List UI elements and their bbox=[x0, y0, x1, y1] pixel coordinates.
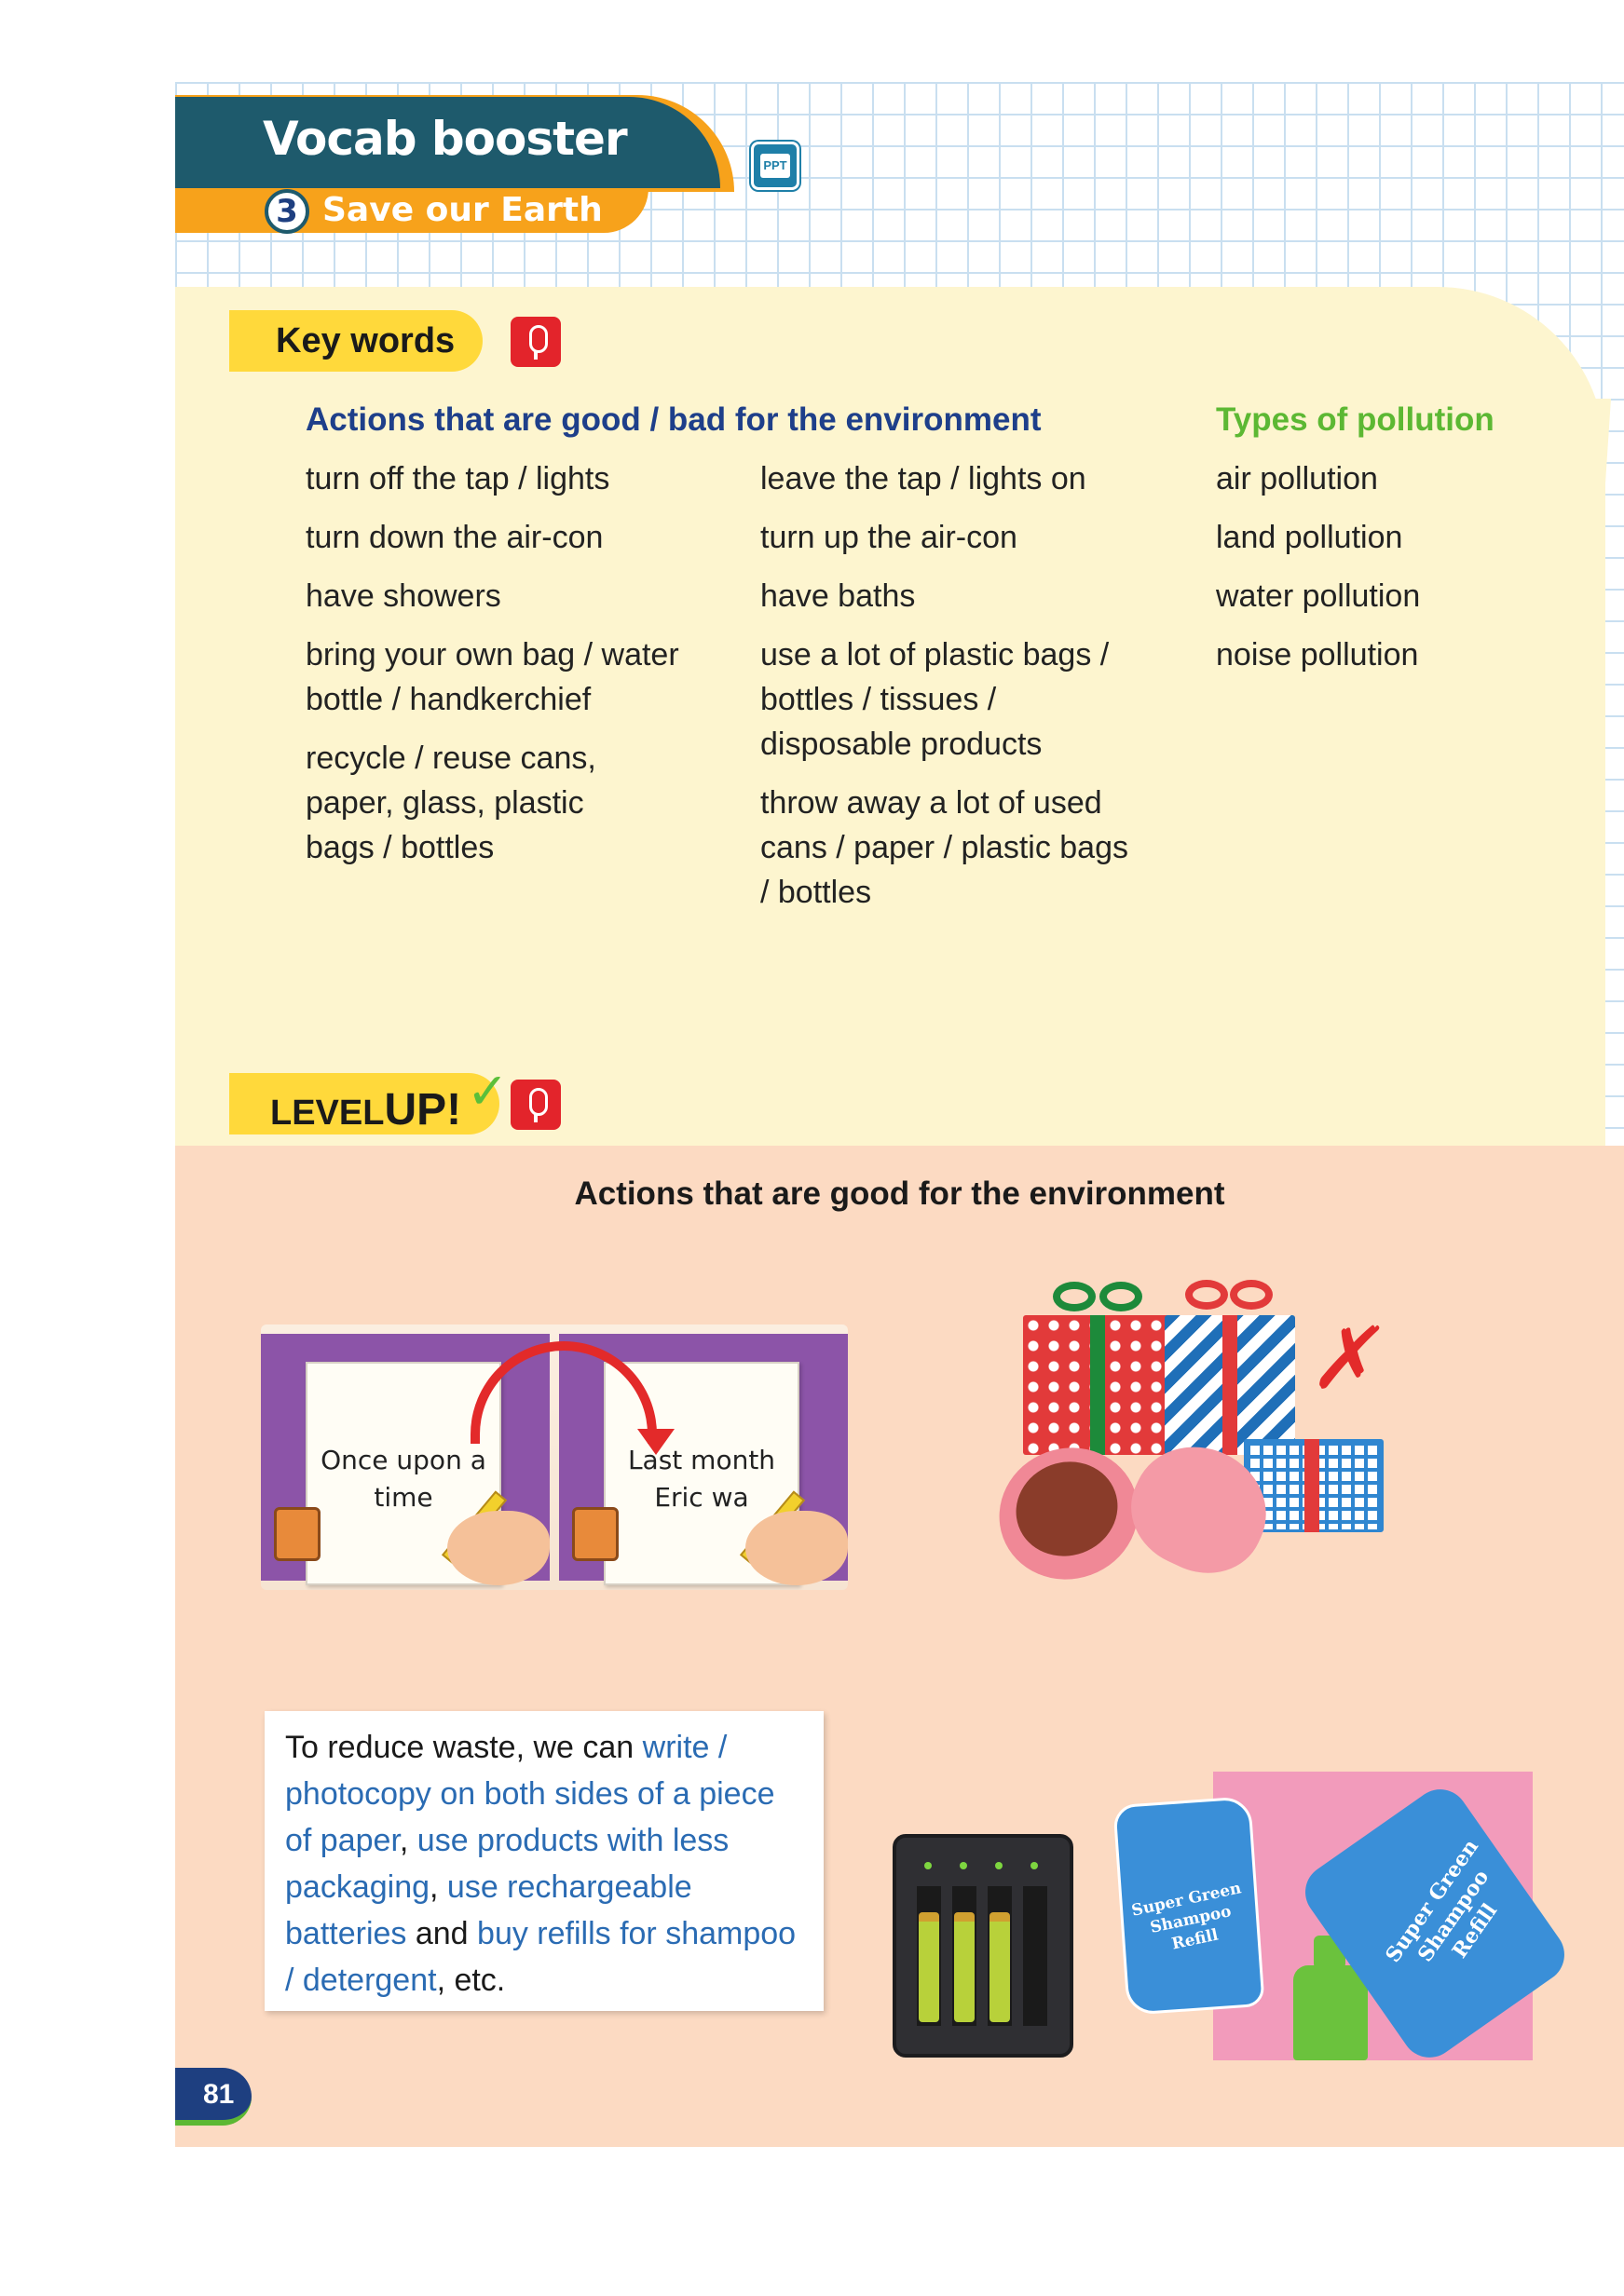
list-item: leave the tap / lights on bbox=[760, 461, 1086, 496]
unit-number: 3 bbox=[265, 189, 309, 234]
bow-icon bbox=[1230, 1280, 1273, 1310]
list-item: have baths bbox=[760, 578, 916, 614]
unit-title: Save our Earth bbox=[322, 191, 603, 229]
cross-icon: ✗ bbox=[1304, 1309, 1395, 1408]
list-item: use a lot of plastic bags / bottles / tissues / disposable products bbox=[760, 637, 1110, 762]
battery-icon bbox=[954, 1912, 975, 2022]
ppt-label: PPT bbox=[760, 154, 790, 178]
led-icon bbox=[924, 1862, 932, 1869]
list-item: turn off the tap / lights bbox=[306, 461, 610, 496]
text-run: , etc. bbox=[436, 1963, 506, 1998]
battery-slot bbox=[1023, 1886, 1047, 2026]
text-run: , bbox=[430, 1869, 447, 1905]
highlight-text: write / photocopy on both sides of a piece of paper bbox=[285, 1730, 775, 1858]
battery-charger-illustration bbox=[893, 1834, 1073, 2058]
list-item: recycle / reuse cans, paper, glass, plastic bags / bottles bbox=[306, 740, 596, 865]
refill-pouch-small-label: Super Green Shampoo Refill bbox=[1129, 1879, 1244, 1954]
bow-icon bbox=[1185, 1280, 1228, 1310]
good-actions-list bbox=[306, 456, 744, 884]
shampoo-bottle bbox=[1293, 1965, 1368, 2060]
list-item: turn up the air-con bbox=[760, 520, 1017, 555]
level-up-suffix: UP! bbox=[384, 1085, 462, 1134]
ribbon bbox=[1304, 1439, 1319, 1532]
level-up-heading: Actions that are good for the environment bbox=[574, 1175, 1225, 1212]
microphone-icon[interactable] bbox=[511, 1080, 561, 1130]
text-run: and bbox=[406, 1916, 478, 1951]
bow-icon bbox=[1099, 1282, 1142, 1311]
list-item: air pollution bbox=[1216, 461, 1378, 496]
double-sided-paper-illustration bbox=[261, 1325, 848, 1590]
page-number: 81 bbox=[175, 2068, 252, 2126]
microphone-icon[interactable] bbox=[511, 317, 561, 367]
reduce-waste-textbox bbox=[265, 1711, 824, 2011]
highlight-text: buy refills for shampoo / detergent bbox=[285, 1916, 797, 1998]
hand-icon bbox=[745, 1511, 848, 1585]
key-words-tag: Key words bbox=[229, 310, 483, 372]
actions-heading: Actions that are good / bad for the environment bbox=[306, 401, 1042, 438]
paper-front: Once upon a time bbox=[306, 1362, 501, 1585]
ppt-icon[interactable] bbox=[751, 142, 799, 190]
battery-icon bbox=[919, 1912, 939, 2022]
list-item: bring your own bag / water bottle / handkerchief bbox=[306, 637, 679, 717]
led-icon bbox=[995, 1862, 1003, 1869]
text-run: To reduce waste, we can bbox=[285, 1730, 643, 1765]
highlight-text: use products with less packaging bbox=[285, 1823, 730, 1905]
level-up-prefix: LEVEL bbox=[270, 1094, 385, 1133]
hand-icon bbox=[447, 1511, 550, 1585]
arrow-head-icon bbox=[637, 1429, 675, 1455]
list-item: have showers bbox=[306, 578, 501, 614]
list-item: water pollution bbox=[1216, 578, 1421, 614]
ribbon bbox=[1090, 1315, 1105, 1455]
sharpener-icon bbox=[572, 1507, 619, 1561]
battery-icon bbox=[989, 1912, 1010, 2022]
pollution-list bbox=[1216, 456, 1533, 691]
paper-back: Last month Eric wa bbox=[604, 1362, 799, 1585]
list-item: noise pollution bbox=[1216, 637, 1419, 672]
bow-icon bbox=[1053, 1282, 1096, 1311]
list-item: turn down the air-con bbox=[306, 520, 604, 555]
page-title: Vocab booster bbox=[263, 112, 627, 166]
highlight-text: use rechargeable batteries bbox=[285, 1869, 692, 1951]
check-arrow-icon: ✓ bbox=[466, 1064, 509, 1120]
text-run: , bbox=[399, 1823, 417, 1858]
list-item: throw away a lot of used cans / paper / plastic bags / bottles bbox=[760, 785, 1129, 910]
level-up-tag bbox=[229, 1064, 509, 1134]
led-icon bbox=[1030, 1862, 1038, 1869]
bad-actions-list bbox=[760, 456, 1189, 929]
refill-pouch-large-label: Super Green Shampoo Refill bbox=[1380, 1835, 1503, 1967]
sharpener-icon bbox=[274, 1507, 321, 1561]
led-icon bbox=[960, 1862, 967, 1869]
list-item: land pollution bbox=[1216, 520, 1403, 555]
pollution-heading: Types of pollution bbox=[1216, 401, 1494, 438]
ribbon bbox=[1222, 1315, 1237, 1455]
